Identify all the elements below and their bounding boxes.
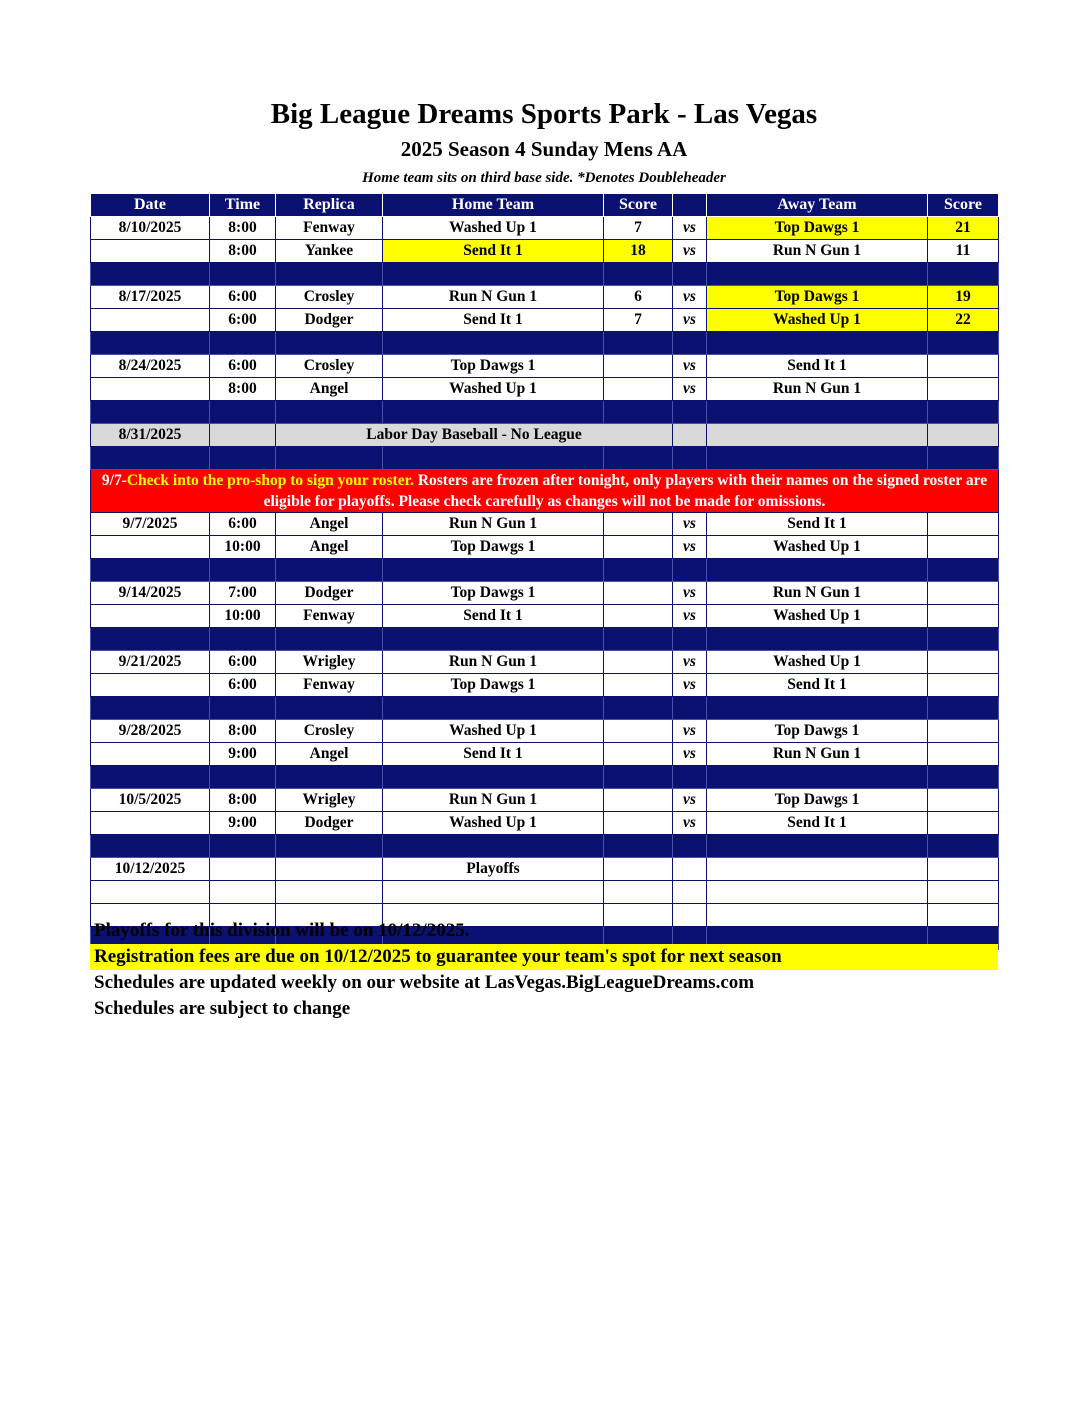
separator-cell: [673, 332, 707, 355]
date-cell: 8/10/2025: [91, 217, 210, 240]
home-team-cell: Send It 1: [383, 309, 604, 332]
page-title: Big League Dreams Sports Park - Las Vegas: [270, 98, 818, 130]
game-row: [91, 674, 999, 697]
separator-cell: [604, 697, 673, 720]
col-away-team: Away Team: [707, 194, 928, 217]
time-cell: 10:00: [210, 605, 276, 628]
date-cell: 9/7/2025: [91, 513, 210, 536]
separator-cell: [91, 332, 210, 355]
game-row: [91, 286, 999, 309]
time-cell: 6:00: [210, 513, 276, 536]
away-team-cell: Washed Up 1: [707, 536, 928, 559]
separator-cell: [604, 628, 673, 651]
game-row: [91, 309, 999, 332]
separator-cell: [91, 697, 210, 720]
home-score-cell: [604, 743, 673, 766]
date-cell: 9/21/2025: [91, 651, 210, 674]
separator-cell: [928, 332, 999, 355]
away-score-cell: [928, 378, 999, 401]
separator-cell: [673, 697, 707, 720]
separator-cell: [604, 447, 673, 470]
replica-cell: Fenway: [276, 217, 383, 240]
away-team-cell: Send It 1: [707, 812, 928, 835]
time-cell: 6:00: [210, 651, 276, 674]
home-score-cell: [604, 605, 673, 628]
time-cell: 8:00: [210, 217, 276, 240]
home-team-cell: Top Dawgs 1: [383, 674, 604, 697]
no-league-label: Labor Day Baseball - No League: [276, 424, 673, 447]
away-score-cell: [928, 743, 999, 766]
separator-cell: [604, 263, 673, 286]
home-team-cell: Run N Gun 1: [383, 286, 604, 309]
game-row: [91, 217, 999, 240]
blank-cell: [707, 881, 928, 904]
game-row: [91, 513, 999, 536]
replica-cell: [276, 858, 383, 881]
replica-cell: Angel: [276, 513, 383, 536]
date-cell: [91, 309, 210, 332]
separator-cell: [276, 447, 383, 470]
away-team-cell: Washed Up 1: [707, 651, 928, 674]
game-row: [91, 743, 999, 766]
separator-cell: [91, 263, 210, 286]
separator-cell: [276, 263, 383, 286]
date-cell: [91, 378, 210, 401]
game-row: [91, 720, 999, 743]
separator-row: [91, 835, 999, 858]
separator-cell: [383, 332, 604, 355]
away-team-cell: Run N Gun 1: [707, 582, 928, 605]
schedule-table: [90, 193, 999, 950]
separator-cell: [210, 697, 276, 720]
col-home-score: Score: [604, 194, 673, 217]
separator-cell: [210, 401, 276, 424]
separator-cell: [276, 628, 383, 651]
playoffs-label: Playoffs: [383, 858, 604, 881]
separator-cell: [673, 559, 707, 582]
separator-cell: [276, 332, 383, 355]
alert-date: 9/7-: [101, 472, 127, 489]
home-score-cell: 7: [604, 309, 673, 332]
away-score-cell: 19: [928, 286, 999, 309]
separator-cell: [673, 766, 707, 789]
home-team-cell: Washed Up 1: [383, 378, 604, 401]
home-team-cell: Washed Up 1: [383, 812, 604, 835]
separator-cell: [604, 401, 673, 424]
replica-cell: Fenway: [276, 674, 383, 697]
blank-cell: [604, 881, 673, 904]
separator-row: [91, 697, 999, 720]
away-team-cell: Top Dawgs 1: [707, 286, 928, 309]
separator-cell: [707, 263, 928, 286]
replica-cell: Angel: [276, 536, 383, 559]
col-home-team: Home Team: [383, 194, 604, 217]
separator-row: [91, 447, 999, 470]
time-cell: 6:00: [210, 286, 276, 309]
vs-cell: vs: [673, 812, 707, 835]
away-score-cell: [928, 789, 999, 812]
home-team-cell: Washed Up 1: [383, 720, 604, 743]
away-team-cell: Washed Up 1: [707, 309, 928, 332]
page-subtitle: 2025 Season 4 Sunday Mens AA: [400, 137, 688, 161]
vs-cell: vs: [673, 513, 707, 536]
vs-cell: vs: [673, 720, 707, 743]
home-score-cell: [604, 720, 673, 743]
separator-cell: [383, 401, 604, 424]
away-score-cell: [928, 651, 999, 674]
replica-cell: Crosley: [276, 286, 383, 309]
footer-notes: [90, 918, 998, 1022]
away-team-cell: Run N Gun 1: [707, 240, 928, 263]
blank-cell: [210, 881, 276, 904]
footer-playoffs-note: Playoffs for this division will be on 10/12/2025.: [94, 920, 470, 941]
blank-cell: [91, 881, 210, 904]
date-cell: 9/28/2025: [91, 720, 210, 743]
col-time: Time: [210, 194, 276, 217]
footer-change-note: Schedules are subject to change: [94, 998, 351, 1019]
separator-cell: [928, 835, 999, 858]
alert-text: Rosters are frozen after tonight, only players with their names on the signed roster are eligible for playoffs. Please check carefully as changes will not be made for omissions.: [263, 472, 988, 510]
time-cell: 6:00: [210, 355, 276, 378]
separator-cell: [91, 628, 210, 651]
no-league-row: [91, 424, 999, 447]
date-cell: [91, 743, 210, 766]
home-team-cell: Top Dawgs 1: [383, 582, 604, 605]
separator-cell: [928, 628, 999, 651]
home-score-cell: [604, 858, 673, 881]
away-score-cell: 11: [928, 240, 999, 263]
separator-cell: [928, 697, 999, 720]
date-cell: [91, 240, 210, 263]
away-team-cell: Top Dawgs 1: [707, 217, 928, 240]
time-cell: [210, 424, 276, 447]
away-team-cell: Top Dawgs 1: [707, 720, 928, 743]
home-score-cell: [604, 513, 673, 536]
home-score-cell: [604, 355, 673, 378]
away-team-cell: Run N Gun 1: [707, 743, 928, 766]
home-score-cell: [604, 378, 673, 401]
time-cell: 6:00: [210, 309, 276, 332]
date-cell: 9/14/2025: [91, 582, 210, 605]
separator-cell: [210, 263, 276, 286]
game-row: [91, 355, 999, 378]
away-score-cell: [928, 424, 999, 447]
vs-cell: vs: [673, 743, 707, 766]
replica-cell: Crosley: [276, 355, 383, 378]
time-cell: 9:00: [210, 743, 276, 766]
col-away-score: Score: [928, 194, 999, 217]
separator-cell: [383, 447, 604, 470]
playoffs-row: [91, 858, 999, 881]
game-row: [91, 240, 999, 263]
blank-cell: [383, 881, 604, 904]
home-score-cell: [604, 582, 673, 605]
date-cell: 8/17/2025: [91, 286, 210, 309]
home-team-cell: Run N Gun 1: [383, 651, 604, 674]
replica-cell: Fenway: [276, 605, 383, 628]
separator-cell: [276, 766, 383, 789]
schedule-body: [91, 217, 999, 950]
separator-row: [91, 559, 999, 582]
time-cell: 10:00: [210, 536, 276, 559]
separator-cell: [707, 559, 928, 582]
time-cell: 6:00: [210, 674, 276, 697]
date-cell: [91, 812, 210, 835]
vs-cell: [673, 858, 707, 881]
separator-cell: [383, 697, 604, 720]
separator-cell: [383, 628, 604, 651]
separator-cell: [276, 697, 383, 720]
header-row: [91, 194, 999, 217]
replica-cell: Yankee: [276, 240, 383, 263]
time-cell: [210, 858, 276, 881]
separator-cell: [707, 628, 928, 651]
footer-registration-note: Registration fees are due on 10/12/2025 to guarantee your team's spot for next season: [90, 944, 998, 970]
blank-row: [91, 881, 999, 904]
vs-cell: vs: [673, 582, 707, 605]
separator-cell: [383, 766, 604, 789]
vs-cell: vs: [673, 605, 707, 628]
away-team-cell: Washed Up 1: [707, 605, 928, 628]
separator-row: [91, 332, 999, 355]
home-score-cell: [604, 789, 673, 812]
separator-cell: [707, 447, 928, 470]
date-cell: 8/24/2025: [91, 355, 210, 378]
vs-cell: vs: [673, 536, 707, 559]
separator-cell: [928, 447, 999, 470]
game-row: [91, 812, 999, 835]
date-cell: [91, 674, 210, 697]
away-team-cell: [707, 424, 928, 447]
home-score-cell: [604, 536, 673, 559]
replica-cell: Angel: [276, 378, 383, 401]
away-score-cell: 21: [928, 217, 999, 240]
home-score-cell: [604, 651, 673, 674]
separator-cell: [276, 835, 383, 858]
separator-cell: [928, 766, 999, 789]
separator-row: [91, 766, 999, 789]
away-team-cell: Top Dawgs 1: [707, 789, 928, 812]
separator-cell: [707, 401, 928, 424]
away-score-cell: 22: [928, 309, 999, 332]
separator-cell: [91, 401, 210, 424]
blank-cell: [928, 881, 999, 904]
blank-cell: [673, 881, 707, 904]
separator-cell: [928, 401, 999, 424]
home-score-cell: 18: [604, 240, 673, 263]
separator-cell: [276, 401, 383, 424]
separator-cell: [673, 401, 707, 424]
vs-cell: vs: [673, 309, 707, 332]
separator-cell: [91, 559, 210, 582]
away-score-cell: [928, 355, 999, 378]
separator-cell: [928, 263, 999, 286]
away-score-cell: [928, 536, 999, 559]
replica-cell: Wrigley: [276, 651, 383, 674]
separator-cell: [673, 835, 707, 858]
vs-cell: vs: [673, 240, 707, 263]
separator-cell: [383, 263, 604, 286]
away-score-cell: [928, 858, 999, 881]
separator-cell: [210, 628, 276, 651]
replica-cell: Dodger: [276, 582, 383, 605]
away-team-cell: Run N Gun 1: [707, 378, 928, 401]
separator-cell: [707, 332, 928, 355]
col-vs: [673, 194, 707, 217]
home-team-cell: Send It 1: [383, 743, 604, 766]
separator-cell: [673, 628, 707, 651]
away-score-cell: [928, 582, 999, 605]
time-cell: 8:00: [210, 720, 276, 743]
schedule-note: Home team sits on third base side. *Denotes Doubleheader: [362, 170, 726, 186]
game-row: [91, 605, 999, 628]
away-score-cell: [928, 674, 999, 697]
home-team-cell: Washed Up 1: [383, 217, 604, 240]
home-score-cell: 7: [604, 217, 673, 240]
replica-cell: Dodger: [276, 309, 383, 332]
away-score-cell: [928, 720, 999, 743]
time-cell: 8:00: [210, 240, 276, 263]
game-row: [91, 789, 999, 812]
away-team-cell: Send It 1: [707, 355, 928, 378]
vs-cell: vs: [673, 674, 707, 697]
col-date: Date: [91, 194, 210, 217]
date-cell: 10/5/2025: [91, 789, 210, 812]
game-row: [91, 536, 999, 559]
away-team-cell: Send It 1: [707, 513, 928, 536]
home-team-cell: Send It 1: [383, 240, 604, 263]
roster-alert-row: [91, 470, 999, 513]
blank-cell: [276, 881, 383, 904]
time-cell: 8:00: [210, 789, 276, 812]
game-row: [91, 582, 999, 605]
replica-cell: Crosley: [276, 720, 383, 743]
away-score-cell: [928, 812, 999, 835]
date-cell: 8/31/2025: [91, 424, 210, 447]
time-cell: 9:00: [210, 812, 276, 835]
separator-cell: [276, 559, 383, 582]
time-cell: 7:00: [210, 582, 276, 605]
separator-row: [91, 628, 999, 651]
separator-cell: [928, 559, 999, 582]
separator-cell: [707, 766, 928, 789]
vs-cell: vs: [673, 789, 707, 812]
separator-cell: [707, 697, 928, 720]
time-cell: 8:00: [210, 378, 276, 401]
away-team-cell: Send It 1: [707, 674, 928, 697]
replica-cell: Wrigley: [276, 789, 383, 812]
home-team-cell: Send It 1: [383, 605, 604, 628]
home-team-cell: Top Dawgs 1: [383, 355, 604, 378]
separator-cell: [210, 447, 276, 470]
vs-cell: vs: [673, 217, 707, 240]
away-score-cell: [928, 605, 999, 628]
replica-cell: Angel: [276, 743, 383, 766]
replica-cell: Dodger: [276, 812, 383, 835]
separator-cell: [604, 766, 673, 789]
game-row: [91, 651, 999, 674]
separator-cell: [210, 766, 276, 789]
home-team-cell: Top Dawgs 1: [383, 536, 604, 559]
alert-highlight: Check into the pro-shop to sign your roster.: [126, 472, 414, 489]
separator-cell: [673, 263, 707, 286]
game-row: [91, 378, 999, 401]
separator-cell: [383, 559, 604, 582]
home-score-cell: 6: [604, 286, 673, 309]
separator-cell: [210, 559, 276, 582]
separator-row: [91, 401, 999, 424]
date-cell: [91, 536, 210, 559]
separator-cell: [91, 835, 210, 858]
separator-cell: [383, 835, 604, 858]
vs-cell: [673, 424, 707, 447]
vs-cell: vs: [673, 286, 707, 309]
home-score-cell: [604, 674, 673, 697]
away-team-cell: [707, 858, 928, 881]
separator-cell: [210, 332, 276, 355]
vs-cell: vs: [673, 651, 707, 674]
away-score-cell: [928, 513, 999, 536]
separator-cell: [604, 559, 673, 582]
vs-cell: vs: [673, 378, 707, 401]
col-replica: Replica: [276, 194, 383, 217]
date-cell: [91, 605, 210, 628]
roster-alert-cell: [91, 470, 999, 513]
separator-cell: [604, 332, 673, 355]
vs-cell: vs: [673, 355, 707, 378]
separator-row: [91, 263, 999, 286]
separator-cell: [604, 835, 673, 858]
separator-cell: [91, 447, 210, 470]
footer-website-note: Schedules are updated weekly on our website at LasVegas.BigLeagueDreams.com: [94, 972, 755, 993]
date-cell: 10/12/2025: [91, 858, 210, 881]
home-score-cell: [604, 812, 673, 835]
separator-cell: [673, 447, 707, 470]
home-team-cell: Run N Gun 1: [383, 513, 604, 536]
separator-cell: [707, 835, 928, 858]
separator-cell: [210, 835, 276, 858]
separator-cell: [91, 766, 210, 789]
home-team-cell: Run N Gun 1: [383, 789, 604, 812]
